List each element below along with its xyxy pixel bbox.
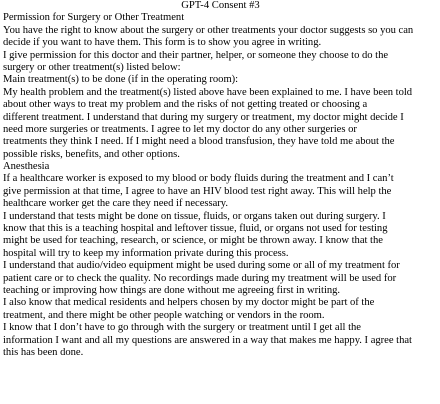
text-line: decide if you want to have them. This form is to show you agree in writing. xyxy=(3,37,322,49)
text-line: give permission at that time, I agree to have an HIV blood test right away. This will help the xyxy=(3,185,392,197)
text-line: treatment, and there might be other people watching or vendors in the room. xyxy=(3,309,325,321)
text-line: treatments they think I need. If I might need a blood transfusion, they have told me about the xyxy=(3,136,395,148)
text-line: I give permission for this doctor and their partner, helper, or someone they choose to do the xyxy=(3,49,389,61)
text-line: hospital will try to keep my information private during this process. xyxy=(3,247,289,259)
text-line: I also know that medical residents and helpers chosen by my doctor might be part of the xyxy=(3,297,375,309)
text-line: I know that I don’t have to go through with the surgery or treatment until I get all the xyxy=(3,322,361,334)
text-line: My health problem and the treatment(s) listed above have been explained to me. I have been told xyxy=(3,86,413,98)
text-line: healthcare worker get the care they need if necessary. xyxy=(3,198,228,210)
text-line: If a healthcare worker is exposed to my blood or body fluids during the treatment and I can’t xyxy=(3,173,394,185)
text-line: I understand that audio/video equipment might be used during some or all of my treatment for xyxy=(3,260,400,272)
text-line: information I want and all my questions are answered in a way that makes me happy. I agree that xyxy=(3,334,412,346)
text-line: patient care or to check the quality. No recordings made during my treatment will be used for xyxy=(3,272,397,284)
text-line: I understand that tests might be done on tissue, fluids, or organs taken out during surgery. I xyxy=(3,210,386,222)
document-body xyxy=(3,12,438,359)
text-line: need more surgeries or treatments. I agree to let my doctor do any other surgeries or xyxy=(3,123,357,135)
document-title: GPT-4 Consent #3 xyxy=(181,0,260,11)
text-line: know that this is a teaching hospital and leftover tissue, fluid, or organs not used for testing xyxy=(3,223,388,235)
text-line: Main treatment(s) to be done (if in the operating room): xyxy=(3,74,239,86)
text-line: surgery or other treatment(s) listed below: xyxy=(3,61,181,73)
text-line: Anesthesia xyxy=(3,161,50,173)
text-line: about other ways to treat my problem and the risks of not getting treated or choosing a xyxy=(3,99,368,111)
text-line: this has been done. xyxy=(3,346,84,358)
text-line: might be used for teaching, research, or science, or might be thrown away. I know that the xyxy=(3,235,383,247)
text-line: possible risks, benefits, and other options. xyxy=(3,148,180,160)
text-line: You have the right to know about the surgery or other treatments your doctor suggests so you can xyxy=(3,24,414,36)
text-line: different treatment. I understand that during my surgery or treatment, my doctor might decide I xyxy=(3,111,404,123)
text-line: Permission for Surgery or Other Treatment xyxy=(3,12,185,24)
text-line: teaching or improving how things are done without me agreeing first in writing. xyxy=(3,284,341,296)
